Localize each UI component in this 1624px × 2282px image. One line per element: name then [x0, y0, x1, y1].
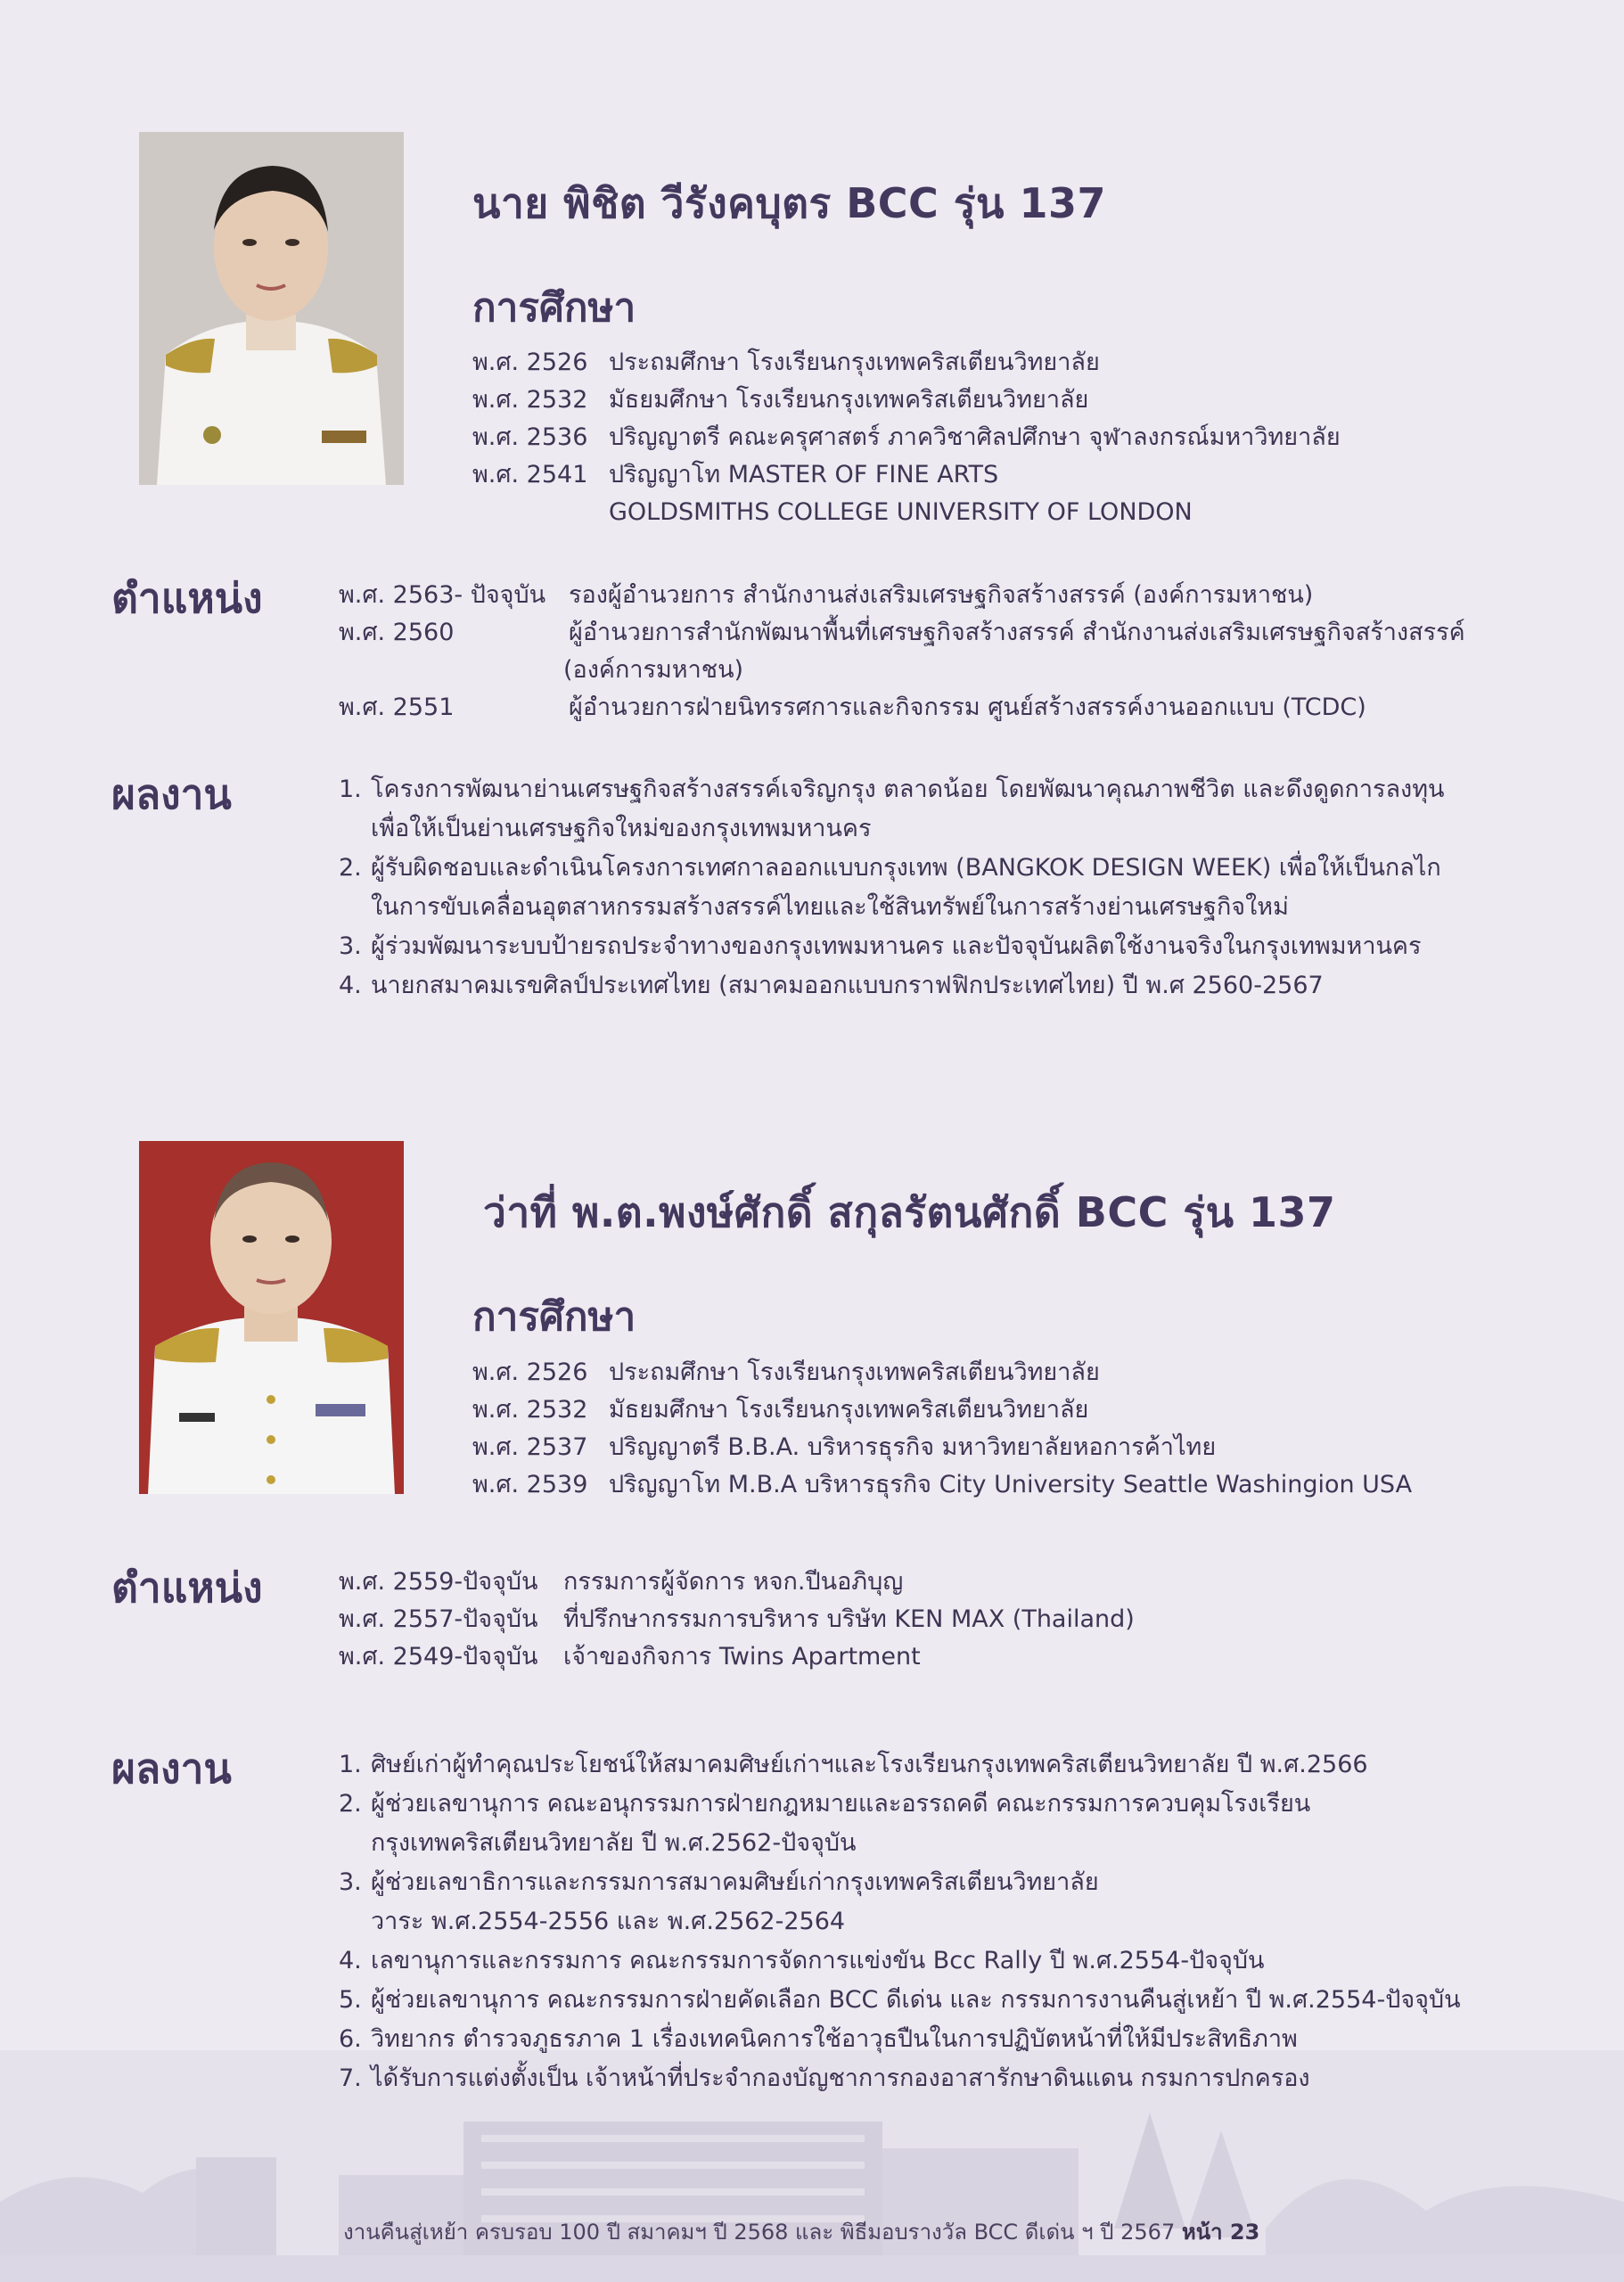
works-item [339, 770, 1445, 849]
portrait-image [139, 1141, 404, 1494]
works-text: ศิษย์เก่าผู้ทำคุณประโยชน์ให้สมาคมศิษย์เก่าฯและโรงเรียนกรุงเทพคริสเตียนวิทยาลัย ปี พ.ศ.2566 [371, 1751, 1368, 1778]
position-item [339, 1564, 1135, 1601]
portrait-image [139, 132, 404, 485]
works-number: 3. [339, 932, 362, 960]
profile-name: ว่าที่ พ.ต.พงษ์ศักดิ์ สกุลรัตนศักดิ์ BCC รุ่น 137 [483, 1188, 1336, 1236]
position-heading: ตำแหน่ง [111, 574, 263, 622]
position-text: รองผู้อำนวยการ สำนักงานส่งเสริมเศรษฐกิจสร้างสรรค์ (องค์การมหาชน) [569, 581, 1314, 609]
works-item [339, 1745, 1461, 1785]
position-item [339, 689, 1465, 726]
position-text: เจ้าของกิจการ Twins Apartment [563, 1643, 921, 1670]
position-item [339, 1601, 1135, 1638]
position-year: พ.ศ. 2557-ปัจจุบัน [339, 1605, 538, 1633]
position-year: พ.ศ. 2549-ปัจจุบัน [339, 1643, 538, 1670]
position-text: กรรมการผู้จัดการ หจก.ปีนอภิบุญ [563, 1568, 904, 1596]
education-year: พ.ศ. 2537 [472, 1433, 588, 1461]
education-list [472, 344, 1341, 531]
education-item [472, 344, 1341, 382]
works-item [339, 1863, 1461, 1941]
works-text: ผู้ร่วมพัฒนาระบบป้ายรถประจำทางของกรุงเทพมหานคร และปัจจุบันผลิตใช้งานจริงในกรุงเทพมหานคร [371, 932, 1422, 960]
works-list [339, 770, 1445, 1006]
works-item [339, 849, 1445, 927]
works-number: 2. [339, 1790, 362, 1818]
works-text-continuation: วาระ พ.ศ.2554-2556 และ พ.ศ.2562-2564 [371, 1908, 846, 1935]
works-text-continuation: กรุงเทพคริสเตียนวิทยาลัย ปี พ.ศ.2562-ปัจจุบัน [371, 1829, 857, 1857]
education-year: พ.ศ. 2539 [472, 1471, 588, 1498]
works-heading: ผลงาน [111, 770, 232, 818]
works-item [339, 966, 1445, 1006]
footer-text: งานคืนสู่เหย้า ครบรอบ 100 ปี สมาคมฯ ปี 2568 และ พิธีมอบรางวัล BCC ดีเด่น ฯ ปี 2567 [343, 2220, 1176, 2245]
education-text: ปริญญาโท MASTER OF FINE ARTS [609, 461, 999, 488]
works-number: 6. [339, 2025, 362, 2053]
works-number: 7. [339, 2064, 362, 2092]
education-text: มัธยมศึกษา โรงเรียนกรุงเทพคริสเตียนวิทยาลัย [609, 386, 1089, 414]
works-item [339, 1941, 1461, 1981]
works-number: 2. [339, 854, 362, 882]
works-item [339, 1981, 1461, 2020]
position-item [339, 1638, 1135, 1676]
education-heading: การศึกษา [472, 285, 636, 331]
profile-photo-1 [139, 132, 404, 485]
education-year: พ.ศ. 2526 [472, 349, 588, 376]
works-item [339, 1785, 1461, 1863]
education-item [472, 1466, 1412, 1504]
position-text: ที่ปรึกษากรรมการบริหาร บริษัท KEN MAX (Thailand) [563, 1605, 1135, 1633]
education-year: พ.ศ. 2541 [472, 461, 588, 488]
profile-name: นาย พิชิต วีรังคบุตร BCC รุ่น 137 [472, 179, 1107, 227]
works-heading: ผลงาน [111, 1744, 232, 1793]
works-number: 4. [339, 1947, 362, 1974]
position-year: พ.ศ. 2560 [339, 619, 455, 646]
education-year: พ.ศ. 2532 [472, 1396, 588, 1424]
education-heading: การศึกษา [472, 1294, 636, 1340]
works-text: วิทยากร ตำรวจภูธรภาค 1 เรื่องเทคนิคการใช้อาวุธปืนในการปฏิบัตหน้าที่ให้มีประสิทธิภาพ [371, 2025, 1298, 2053]
education-text: ประถมศึกษา โรงเรียนกรุงเทพคริสเตียนวิทยาลัย [609, 349, 1100, 376]
position-item [339, 577, 1465, 614]
works-text: ผู้ช่วยเลขานุการ คณะกรรมการฝ่ายคัดเลือก BCC ดีเด่น และ กรรมการงานคืนสู่เหย้า ปี พ.ศ.2554-ปัจจุบัน [371, 1986, 1461, 2014]
education-text: ประถมศึกษา โรงเรียนกรุงเทพคริสเตียนวิทยาลัย [609, 1359, 1100, 1386]
page-number: หน้า 23 [1181, 2220, 1260, 2245]
education-year: พ.ศ. 2526 [472, 1359, 588, 1386]
education-text: มัธยมศึกษา โรงเรียนกรุงเทพคริสเตียนวิทยาลัย [609, 1396, 1089, 1424]
education-item-continuation: GOLDSMITHS COLLEGE UNIVERSITY OF LONDON [609, 498, 1193, 526]
position-list [339, 1564, 1135, 1676]
education-item [472, 382, 1341, 419]
works-item [339, 927, 1445, 966]
position-year: พ.ศ. 2563- ปัจจุบัน [339, 581, 546, 609]
works-item [339, 2020, 1461, 2059]
position-list [339, 577, 1465, 726]
position-heading: ตำแหน่ง [111, 1564, 263, 1612]
works-list [339, 1745, 1461, 2098]
works-text: ได้รับการแต่งตั้งเป็น เจ้าหน้าที่ประจำกองบัญชาการกองอาสารักษาดินแดน กรมการปกครอง [371, 2064, 1310, 2092]
profile-photo-2 [139, 1141, 404, 1494]
works-number: 4. [339, 972, 362, 999]
education-text: ปริญญาโท M.B.A บริหารธุรกิจ City University Seattle Washingion USA [609, 1471, 1413, 1498]
works-text-continuation: เพื่อให้เป็นย่านเศรษฐกิจใหม่ของกรุงเทพมหานคร [371, 815, 872, 842]
works-text: โครงการพัฒนาย่านเศรษฐกิจสร้างสรรค์เจริญกรุง ตลาดน้อย โดยพัฒนาคุณภาพชีวิต และดึงดูดการลงทุน [371, 776, 1445, 803]
education-item [472, 1391, 1412, 1429]
works-item [339, 2059, 1461, 2098]
position-item [339, 614, 1465, 652]
education-item [472, 419, 1341, 456]
position-text: ผู้อำนวยการสำนักพัฒนาพื้นที่เศรษฐกิจสร้างสรรค์ สำนักงานส่งเสริมเศรษฐกิจสร้างสรรค์ [569, 619, 1465, 646]
works-text: ผู้ช่วยเลขานุการ คณะอนุกรรมการฝ่ายกฎหมายและอรรถคดี คณะกรรมการควบคุมโรงเรียน [371, 1790, 1311, 1818]
education-text: ปริญญาตรี B.B.A. บริหารธุรกิจ มหาวิทยาลัยหอการค้าไทย [609, 1433, 1217, 1461]
education-text: ปริญญาตรี คณะครุศาสตร์ ภาควิชาศิลปศึกษา จุฬาลงกรณ์มหาวิทยาลัย [609, 423, 1341, 451]
works-text: นายกสมาคมเรขศิลป์ประเทศไทย (สมาคมออกแบบกราฟฟิกประเทศไทย) ปี พ.ศ 2560-2567 [371, 972, 1324, 999]
works-number: 3. [339, 1868, 362, 1896]
works-text: ผู้ช่วยเลขาธิการและกรรมการสมาคมศิษย์เก่ากรุงเทพคริสเตียนวิทยาลัย [371, 1868, 1099, 1896]
education-item [472, 1429, 1412, 1466]
education-item [472, 1354, 1412, 1391]
works-number: 5. [339, 1986, 362, 2014]
page-footer [343, 2214, 1259, 2249]
education-list [472, 1354, 1412, 1504]
position-year: พ.ศ. 2551 [339, 694, 455, 721]
education-year: พ.ศ. 2536 [472, 423, 588, 451]
position-item-continuation: (องค์การมหาชน) [563, 656, 744, 684]
education-item [472, 456, 1341, 494]
works-text: ผู้รับผิดชอบและดำเนินโครงการเทศกาลออกแบบกรุงเทพ (BANGKOK DESIGN WEEK) เพื่อให้เป็นกลไก [371, 854, 1441, 882]
position-text: ผู้อำนวยการฝ่ายนิทรรศการและกิจกรรม ศูนย์สร้างสรรค์งานออกแบบ (TCDC) [569, 694, 1366, 721]
works-number: 1. [339, 776, 362, 803]
works-number: 1. [339, 1751, 362, 1778]
position-year: พ.ศ. 2559-ปัจจุบัน [339, 1568, 538, 1596]
education-year: พ.ศ. 2532 [472, 386, 588, 414]
works-text-continuation: ในการขับเคลื่อนอุตสาหกรรมสร้างสรรค์ไทยและใช้สินทรัพย์ในการสร้างย่านเศรษฐกิจใหม่ [371, 893, 1289, 921]
works-text: เลขานุการและกรรมการ คณะกรรมการจัดการแข่งขัน Bcc Rally ปี พ.ศ.2554-ปัจจุบัน [371, 1947, 1265, 1974]
